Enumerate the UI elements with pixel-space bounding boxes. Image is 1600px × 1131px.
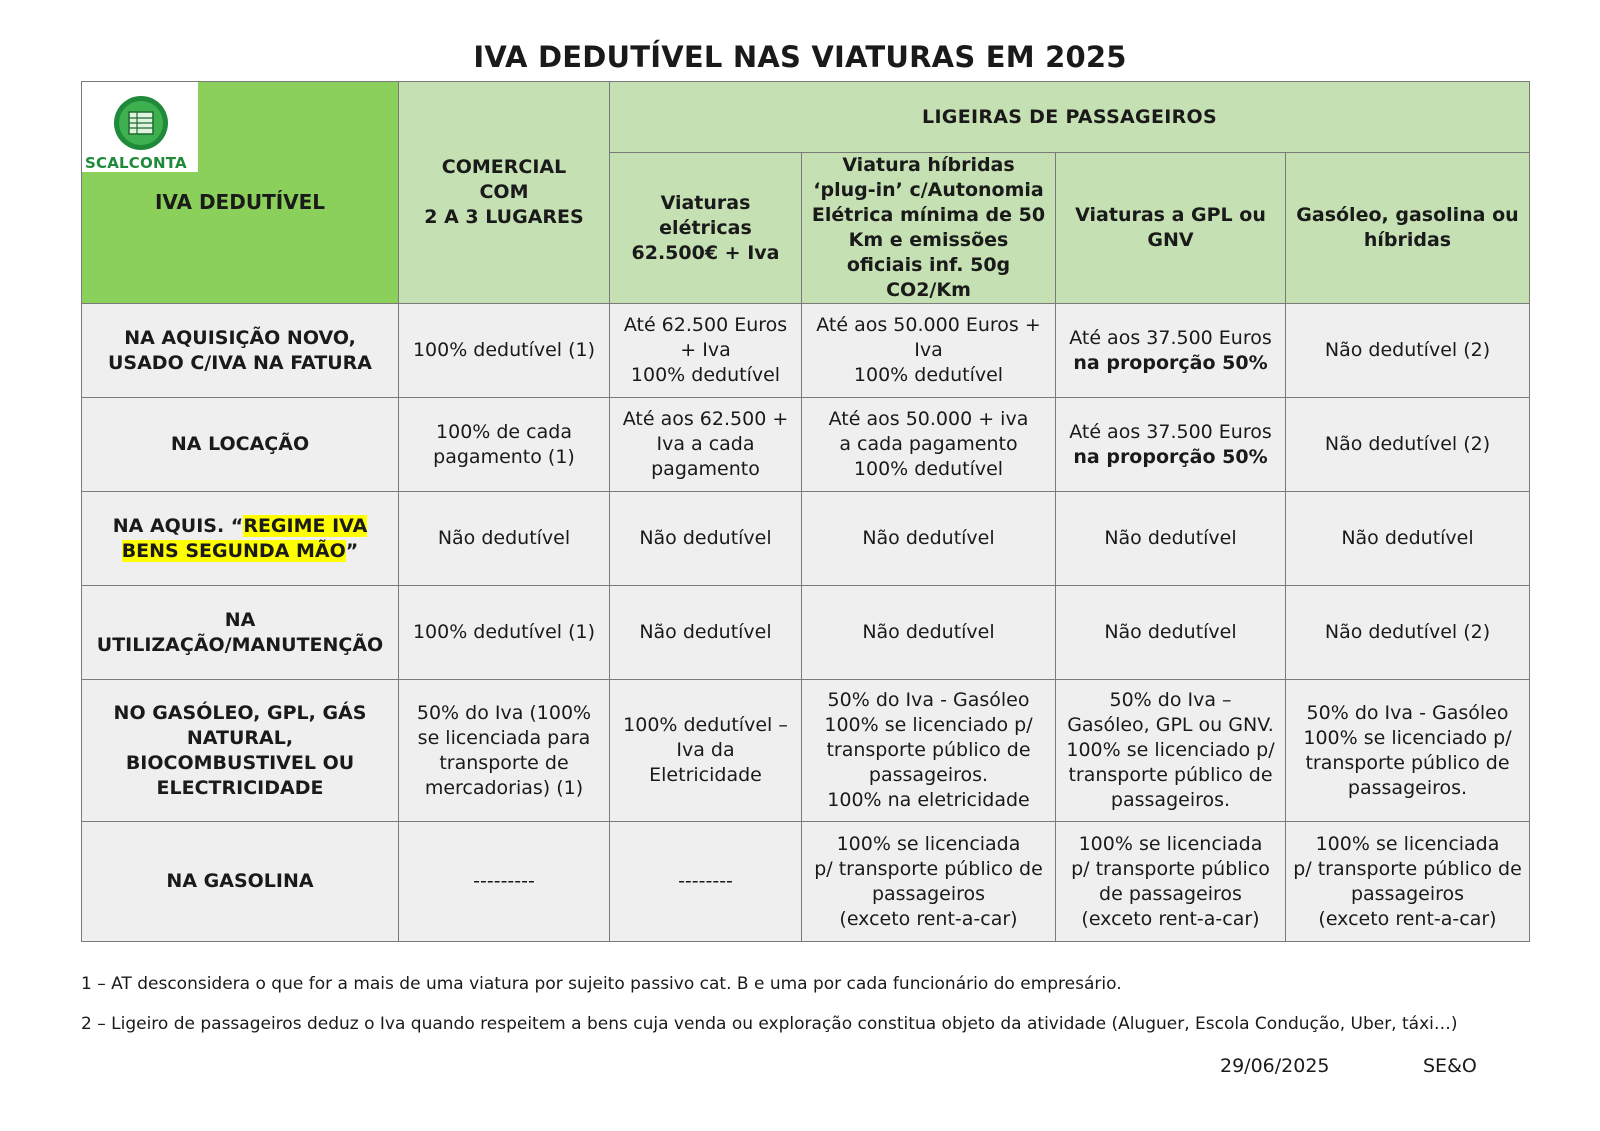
cell-aquisicao-comercial: 100% dedutível (1) [399,304,610,398]
cell-aquisicao-gpl: Até aos 37.500 Euros na proporção 50% [1056,304,1286,398]
cell-gasoleo-hybrid: 50% do Iva - Gasóleo 100% se licenciado p/ transporte público de passageiros. 100% na eletricidade [802,680,1056,822]
cell-locacao-hybrid: Até aos 50.000 + iva a cada pagamento 100% dedutível [802,398,1056,492]
cell-gasoleo-comercial: 50% do Iva (100% se licenciada para transporte de mercadorias) (1) [399,680,610,822]
row-label-aquisicao: NA AQUISIÇÃO NOVO, USADO C/IVA NA FATURA [82,304,399,398]
cell-locacao-comercial: 100% de cada pagamento (1) [399,398,610,492]
cell-gasolina-gpl: 100% se licenciada p/ transporte público de passageiros (exceto rent-a-car) [1056,822,1286,942]
table-row-locacao [82,398,1530,492]
highlight-bens-segunda-mao: BENS SEGUNDA MÃO [121,539,346,562]
table-row-aquisicao [82,304,1530,398]
row-label-gasolina: NA GASOLINA [82,822,399,942]
document-date: 29/06/2025 [1220,1055,1330,1077]
header-comercial: COMERCIAL COM 2 A 3 LUGARES [399,82,610,304]
document-title: IVA DEDUTÍVEL NAS VIATURAS EM 2025 [473,40,1127,74]
cell-locacao-electric: Até aos 62.500 + Iva a cada pagamento [610,398,802,492]
header-electric: Viaturas elétricas 62.500€ + Iva [610,153,802,304]
author-initials: SE&O [1423,1055,1477,1077]
cell-utilizacao-electric: Não dedutível [610,586,802,680]
cell-gasolina-hybrid: 100% se licenciada p/ transporte público de passageiros (exceto rent-a-car) [802,822,1056,942]
cell-segunda-mao-electric: Não dedutível [610,492,802,586]
cell-gasolina-diesel: 100% se licenciada p/ transporte público de passageiros (exceto rent-a-car) [1286,822,1530,942]
vat-table [81,81,1530,942]
row-label-locacao: NA LOCAÇÃO [82,398,399,492]
scalconta-logo [82,82,198,172]
row-label-utilizacao: NA UTILIZAÇÃO/MANUTENÇÃO [82,586,399,680]
footnote-2: 2 – Ligeiro de passageiros deduz o Iva quando respeitem a bens cuja venda ou exploração constitua objeto da atividade (Aluguer, Escola Condução, Uber, táxi…) [81,1014,1458,1034]
cell-aquisicao-hybrid: Até aos 50.000 Euros + Iva 100% dedutível [802,304,1056,398]
header-gpl: Viaturas a GPL ou GNV [1056,153,1286,304]
cell-gasoleo-gpl: 50% do Iva – Gasóleo, GPL ou GNV. 100% se licenciado p/ transporte público de passageiros. [1056,680,1286,822]
header-hybrid: Viatura híbridas ‘plug-in’ c/Autonomia Elétrica mínima de 50 Km e emissões oficiais inf. 50g CO2/Km [802,153,1056,304]
footnote-1: 1 – AT desconsidera o que for a mais de uma viatura por sujeito passivo cat. B e uma por cada funcionário do empresário. [81,974,1122,994]
cell-gasoleo-electric: 100% dedutível – Iva da Eletricidade [610,680,802,822]
header-ligeiras-passageiros: LIGEIRAS DE PASSAGEIROS [610,82,1530,153]
cell-utilizacao-diesel: Não dedutível (2) [1286,586,1530,680]
table-row-gasolina [82,822,1530,942]
cell-gasolina-electric: -------- [610,822,802,942]
cell-aquisicao-diesel: Não dedutível (2) [1286,304,1530,398]
corner-label: IVA DEDUTÍVEL [154,190,326,214]
cell-segunda-mao-gpl: Não dedutível [1056,492,1286,586]
table-row-gasoleo [82,680,1530,822]
table-row-utilizacao [82,586,1530,680]
cell-utilizacao-hybrid: Não dedutível [802,586,1056,680]
cell-segunda-mao-hybrid: Não dedutível [802,492,1056,586]
logo-text: SCALCONTA [85,154,187,172]
cell-segunda-mao-diesel: Não dedutível [1286,492,1530,586]
cell-gasolina-comercial: --------- [399,822,610,942]
header-corner [82,82,399,304]
cell-utilizacao-comercial: 100% dedutível (1) [399,586,610,680]
highlight-regime-iva: REGIME IVA [243,514,368,537]
header-diesel: Gasóleo, gasolina ou híbridas [1286,153,1530,304]
cell-segunda-mao-comercial: Não dedutível [399,492,610,586]
cell-utilizacao-gpl: Não dedutível [1056,586,1286,680]
row-label-gasoleo: NO GASÓLEO, GPL, GÁS NATURAL, BIOCOMBUSTIVEL OU ELECTRICIDADE [82,680,399,822]
cell-locacao-diesel: Não dedutível (2) [1286,398,1530,492]
scalconta-logo-icon [112,94,170,152]
cell-gasoleo-diesel: 50% do Iva - Gasóleo 100% se licenciado p/ transporte público de passageiros. [1286,680,1530,822]
cell-aquisicao-electric: Até 62.500 Euros + Iva 100% dedutível [610,304,802,398]
row-label-segunda-mao: NA AQUIS. “REGIME IVA BENS SEGUNDA MÃO” [82,492,399,586]
cell-locacao-gpl: Até aos 37.500 Euros na proporção 50% [1056,398,1286,492]
table-row-segunda-mao [82,492,1530,586]
